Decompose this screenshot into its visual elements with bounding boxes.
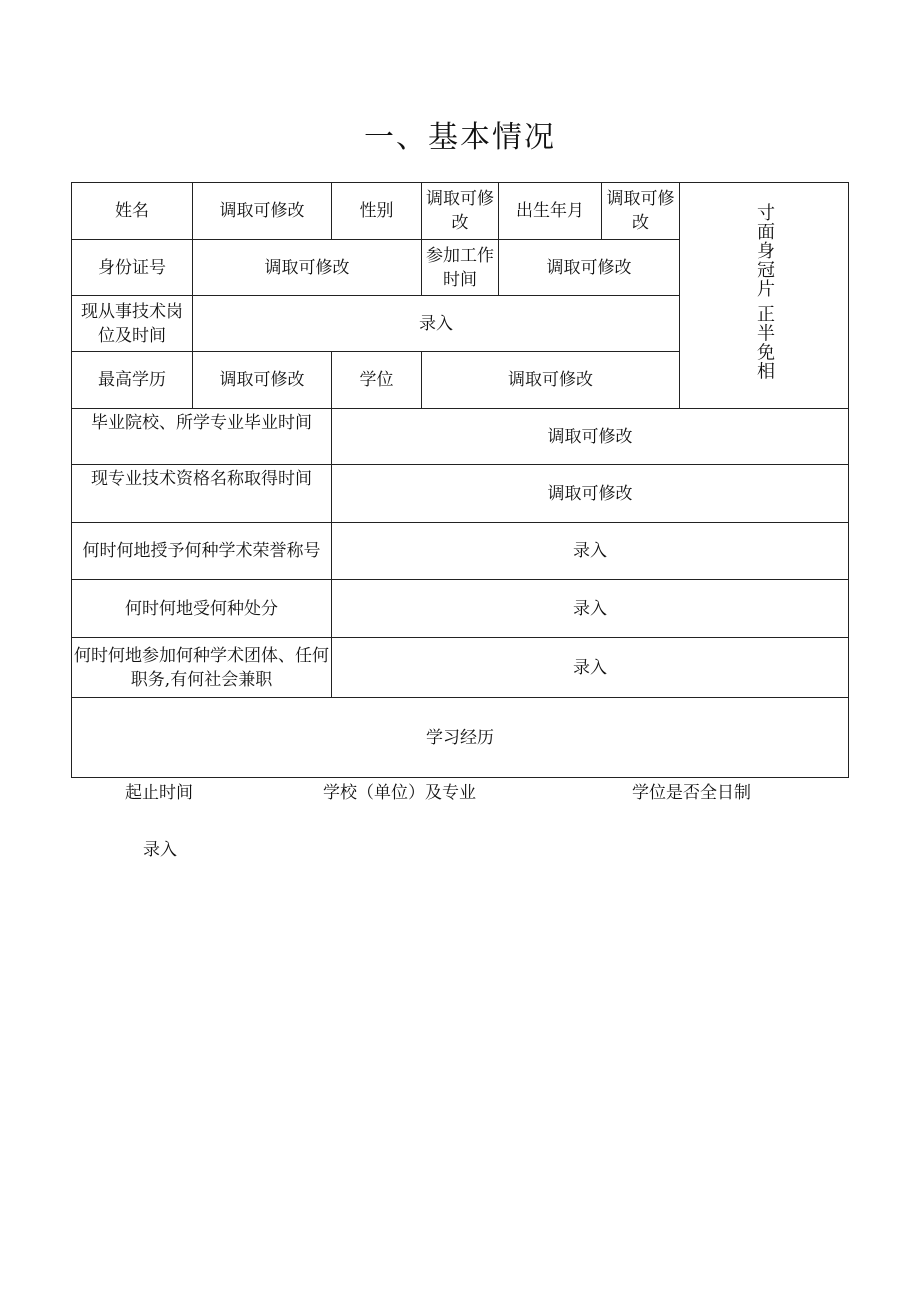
page-title: 一、基本情况 bbox=[364, 120, 556, 155]
id-number-label: 身份证号 bbox=[72, 240, 193, 296]
name-label: 姓名 bbox=[72, 183, 193, 240]
education-label: 最高学历 bbox=[72, 352, 193, 409]
study-period-header: 起止时间 bbox=[125, 783, 193, 803]
study-degree-header: 学位是否全日制 bbox=[632, 783, 751, 803]
study-history-label: 学习经历 bbox=[72, 698, 849, 778]
gender-value[interactable]: 调取可修改 bbox=[422, 183, 499, 240]
society-value[interactable]: 录入 bbox=[332, 638, 849, 698]
gender-label: 性别 bbox=[332, 183, 422, 240]
study-entry[interactable]: 录入 bbox=[143, 840, 177, 860]
study-school-header: 学校（单位）及专业 bbox=[323, 783, 476, 803]
table-row bbox=[72, 465, 849, 523]
punishment-label: 何时何地受何种处分 bbox=[72, 580, 332, 638]
current-post-label: 现从事技术岗位及时间 bbox=[72, 296, 193, 352]
photo-label: 寸面身冠片 正半免相 bbox=[754, 203, 775, 381]
degree-value[interactable]: 调取可修改 bbox=[422, 352, 680, 409]
education-value[interactable]: 调取可修改 bbox=[193, 352, 332, 409]
graduation-value[interactable]: 调取可修改 bbox=[332, 409, 849, 465]
table-row bbox=[72, 580, 849, 638]
table-row bbox=[72, 698, 849, 778]
table-row bbox=[72, 409, 849, 465]
table-row bbox=[72, 183, 849, 240]
birth-value[interactable]: 调取可修改 bbox=[602, 183, 680, 240]
graduation-label: 毕业院校、所学专业毕业时间 bbox=[72, 409, 332, 465]
punishment-value[interactable]: 录入 bbox=[332, 580, 849, 638]
birth-label: 出生年月 bbox=[499, 183, 602, 240]
work-start-value[interactable]: 调取可修改 bbox=[499, 240, 680, 296]
current-post-value[interactable]: 录入 bbox=[193, 296, 680, 352]
basic-info-table bbox=[71, 182, 849, 778]
society-label: 何时何地参加何种学术团体、任何职务,有何社会兼职 bbox=[72, 638, 332, 698]
id-number-value[interactable]: 调取可修改 bbox=[193, 240, 422, 296]
work-start-label: 参加工作时间 bbox=[422, 240, 499, 296]
table-row bbox=[72, 523, 849, 580]
honor-label: 何时何地授予何种学术荣誉称号 bbox=[72, 523, 332, 580]
qualification-value[interactable]: 调取可修改 bbox=[332, 465, 849, 523]
name-value[interactable]: 调取可修改 bbox=[193, 183, 332, 240]
table-row bbox=[72, 638, 849, 698]
photo-box[interactable] bbox=[680, 183, 849, 409]
honor-value[interactable]: 录入 bbox=[332, 523, 849, 580]
degree-label: 学位 bbox=[332, 352, 422, 409]
qualification-label: 现专业技术资格名称取得时间 bbox=[72, 465, 332, 523]
